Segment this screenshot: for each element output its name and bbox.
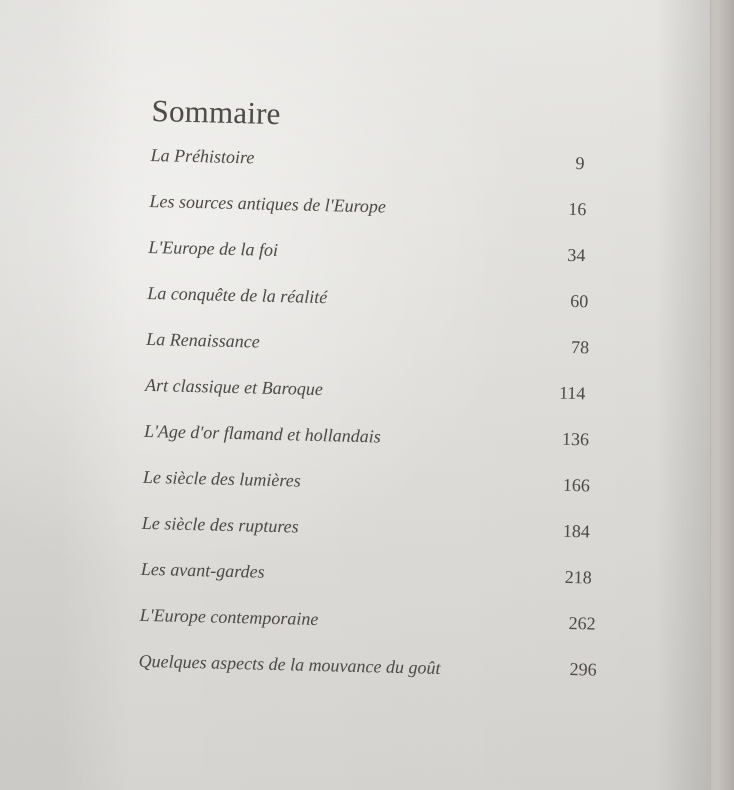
toc-page-number: 136 [561,428,590,450]
page-edge [710,0,734,790]
toc-page-number: 296 [569,659,597,680]
toc-row [145,330,628,387]
toc-entry-title: Le siècle des lumières [142,466,301,491]
toc-entry-title: L'Europe de la foi [148,236,279,261]
toc-row [143,422,626,479]
toc-page-number: 16 [568,198,587,220]
toc-row [149,192,632,249]
toc-row [144,376,627,433]
toc-page-number: 166 [562,474,591,496]
toc-page-number: 78 [570,336,590,358]
toc-row [150,146,633,203]
table-of-contents [138,95,634,709]
toc-entry-title: L'Age d'or flamand et hollandais [143,420,381,447]
toc-row [138,652,621,709]
toc-entry-title: Les sources antiques de l'Europe [149,190,387,217]
toc-entry-title: La Préhistoire [150,144,255,168]
toc-row [141,514,624,571]
toc-page-number: 34 [567,244,586,266]
toc-row [148,238,631,295]
toc-entry-title: La conquête de la réalité [147,282,328,308]
toc-page-number: 262 [568,612,596,634]
toc-entry-title: La Renaissance [146,328,260,352]
toc-entry-title: Art classique et Baroque [144,374,324,400]
toc-row [139,606,622,663]
toc-row [140,560,623,617]
toc-page-number: 9 [575,152,585,174]
toc-entry-title: Le siècle des ruptures [141,512,299,537]
toc-page-number: 114 [558,382,586,404]
page-title: Sommaire [151,93,282,132]
toc-list [138,146,633,709]
toc-page-number: 184 [562,520,591,542]
toc-row [142,468,625,525]
toc-page-number: 60 [570,290,589,312]
toc-entry-title: L'Europe contemporaine [139,604,319,630]
toc-entry-title: Quelques aspects de la mouvance du goût [138,650,441,678]
toc-page-number: 218 [564,566,592,588]
toc-entry-title: Les avant-gardes [140,558,265,582]
toc-row [146,284,629,341]
